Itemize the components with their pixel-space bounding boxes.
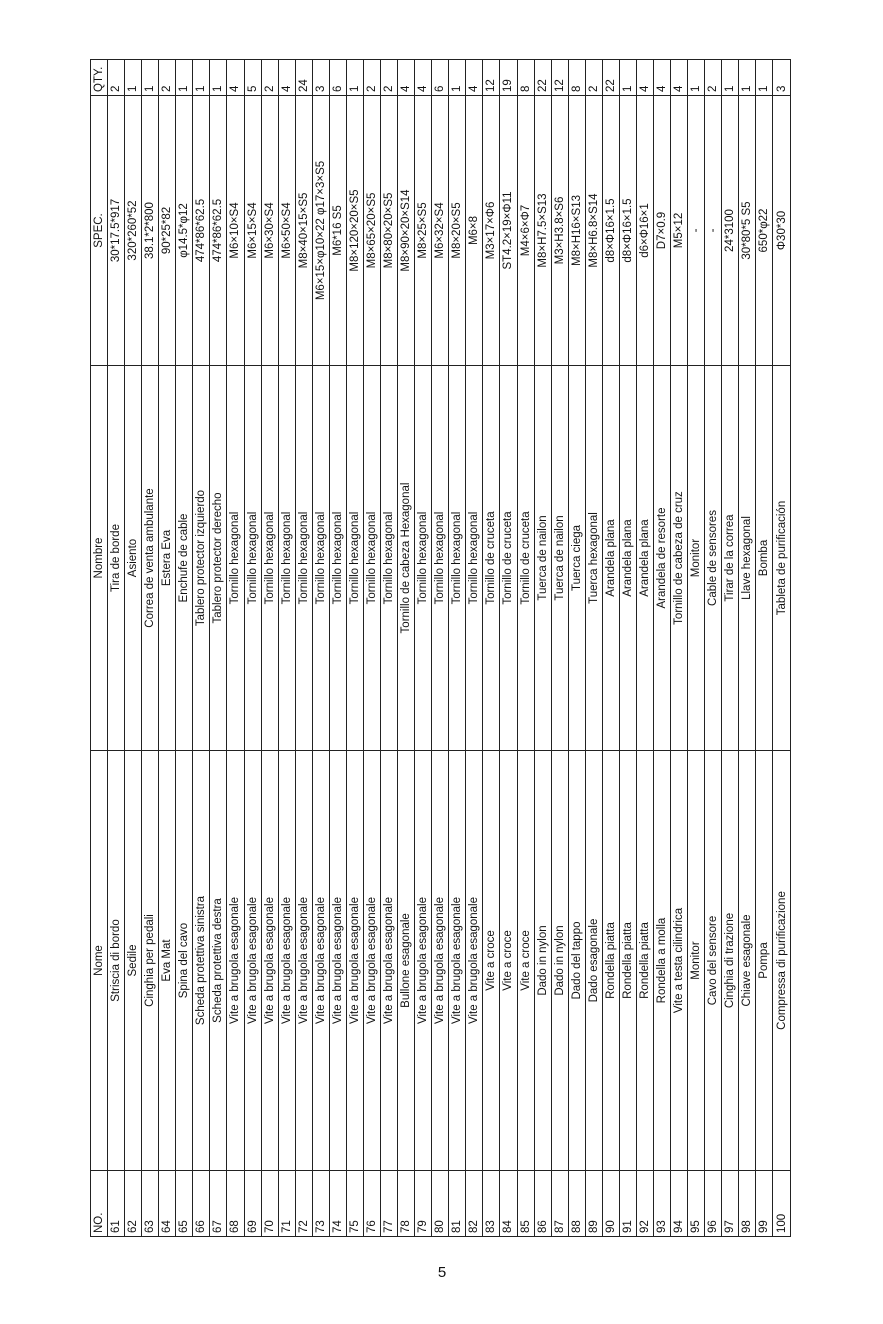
page-number: 5 [437, 1264, 447, 1281]
cell-no: 84 [500, 1171, 517, 1237]
header-name-es: Nombre [91, 366, 108, 751]
cell-spec: ST4.2×19×Φ11 [500, 96, 517, 366]
cell-qty: 1 [722, 60, 739, 96]
table-row [278, 60, 295, 1237]
cell-name-it: Dado in nylon [551, 751, 568, 1171]
cell-spec: Φ30*30 [773, 96, 791, 366]
cell-qty: 4 [227, 60, 244, 96]
parts-table [90, 59, 791, 1237]
cell-qty: 22 [602, 60, 619, 96]
cell-no: 75 [346, 1171, 363, 1237]
cell-no: 100 [773, 1171, 791, 1237]
cell-name-it: Vite a brugola esagonale [329, 751, 346, 1171]
cell-spec: d8×Φ16×1.5 [602, 96, 619, 366]
cell-spec: M6×32×S4 [432, 96, 449, 366]
cell-no: 81 [449, 1171, 466, 1237]
table-row [500, 60, 517, 1237]
cell-name-es: Tornillo de cabeza de cruz [671, 366, 688, 751]
cell-qty: 3 [312, 60, 329, 96]
cell-name-es: Tornillo de cabeza Hexagonal [398, 366, 415, 751]
cell-spec: 90*25*82 [159, 96, 176, 366]
cell-no: 93 [654, 1171, 671, 1237]
table-row [244, 60, 261, 1237]
cell-name-it: Rondella a molla [654, 751, 671, 1171]
table-row [517, 60, 534, 1237]
table-row [312, 60, 329, 1237]
table-row [551, 60, 568, 1237]
cell-name-it: Pompa [756, 751, 773, 1171]
cell-name-it: Spina del cavo [176, 751, 193, 1171]
cell-name-it: Sedile [125, 751, 142, 1171]
cell-spec: 30*17.5*917 [108, 96, 125, 366]
cell-name-it: Vite a brugola esagonale [363, 751, 380, 1171]
table-row [108, 60, 125, 1237]
cell-name-es: Bomba [756, 366, 773, 751]
cell-name-it: Vite a brugola esagonale [261, 751, 278, 1171]
cell-spec: 24*3100 [722, 96, 739, 366]
table-row [602, 60, 619, 1237]
cell-no: 95 [688, 1171, 705, 1237]
cell-spec: - [705, 96, 722, 366]
cell-spec: M8×H6.8×S14 [585, 96, 602, 366]
table-row [295, 60, 312, 1237]
cell-qty: 8 [517, 60, 534, 96]
cell-spec: M8×65×20×S5 [363, 96, 380, 366]
cell-no: 82 [466, 1171, 483, 1237]
cell-spec: M3×H3.8×S6 [551, 96, 568, 366]
table-row [739, 60, 756, 1237]
cell-name-it: Cinghia per pedali [142, 751, 159, 1171]
cell-name-es: Asiento [125, 366, 142, 751]
table-row [773, 60, 791, 1237]
cell-qty: 6 [432, 60, 449, 96]
cell-qty: 1 [619, 60, 636, 96]
cell-qty: 22 [534, 60, 551, 96]
cell-no: 79 [415, 1171, 432, 1237]
cell-name-it: Vite a brugola esagonale [278, 751, 295, 1171]
cell-spec: M3×17×Φ6 [483, 96, 500, 366]
table-row [483, 60, 500, 1237]
cell-qty: 1 [688, 60, 705, 96]
cell-name-it: Vite a croce [517, 751, 534, 1171]
cell-spec: φ14.5*φ12 [176, 96, 193, 366]
cell-qty: 1 [346, 60, 363, 96]
table-row [142, 60, 159, 1237]
cell-name-es: Tornillo de cruceta [483, 366, 500, 751]
table-row [432, 60, 449, 1237]
header-qty: QTY. [91, 60, 108, 96]
cell-name-es: Tornillo hexagonal [329, 366, 346, 751]
cell-no: 74 [329, 1171, 346, 1237]
cell-no: 76 [363, 1171, 380, 1237]
cell-name-it: Vite a brugola esagonale [227, 751, 244, 1171]
cell-no: 98 [739, 1171, 756, 1237]
cell-name-es: Tuerca de nailon [534, 366, 551, 751]
cell-name-es: Tablero protector izquierdo [193, 366, 210, 751]
cell-spec: M8×40×15×S5 [295, 96, 312, 366]
cell-qty: 4 [415, 60, 432, 96]
cell-spec: - [688, 96, 705, 366]
table-row [176, 60, 193, 1237]
cell-spec: M5×12 [671, 96, 688, 366]
cell-name-it: Compressa di purificazione [773, 751, 791, 1171]
cell-name-es: Arandela plana [619, 366, 636, 751]
cell-no: 87 [551, 1171, 568, 1237]
cell-qty: 1 [142, 60, 159, 96]
cell-spec: M8×20×S5 [449, 96, 466, 366]
cell-name-it: Vite a brugola esagonale [449, 751, 466, 1171]
cell-qty: 4 [278, 60, 295, 96]
table-row [125, 60, 142, 1237]
cell-name-es: Tirar de la correa [722, 366, 739, 751]
table-row [363, 60, 380, 1237]
cell-name-it: Cinghia di trazione [722, 751, 739, 1171]
table-row [210, 60, 227, 1237]
cell-spec: 320*260*52 [125, 96, 142, 366]
cell-name-it: Bullone esagonale [398, 751, 415, 1171]
cell-name-es: Tornillo hexagonal [261, 366, 278, 751]
cell-spec: M6×10×S4 [227, 96, 244, 366]
cell-no: 85 [517, 1171, 534, 1237]
cell-qty: 4 [398, 60, 415, 96]
cell-no: 78 [398, 1171, 415, 1237]
table-row [688, 60, 705, 1237]
cell-name-it: Rondella piatta [602, 751, 619, 1171]
cell-no: 86 [534, 1171, 551, 1237]
cell-spec: M8×H7.5×S13 [534, 96, 551, 366]
table-row [398, 60, 415, 1237]
cell-qty: 1 [176, 60, 193, 96]
cell-name-it: Vite a brugola esagonale [381, 751, 398, 1171]
cell-qty: 2 [381, 60, 398, 96]
cell-name-es: Enchufe de cable [176, 366, 193, 751]
cell-name-it: Vite a brugola esagonale [244, 751, 261, 1171]
cell-name-it: Cavo del sensore [705, 751, 722, 1171]
table-row [619, 60, 636, 1237]
cell-qty: 1 [193, 60, 210, 96]
cell-name-it: Vite a brugola esagonale [346, 751, 363, 1171]
cell-qty: 3 [773, 60, 791, 96]
cell-no: 96 [705, 1171, 722, 1237]
cell-name-es: Tornillo hexagonal [363, 366, 380, 751]
cell-name-es: Tornillo hexagonal [381, 366, 398, 751]
cell-name-it: Scheda protettiva destra [210, 751, 227, 1171]
table-row [381, 60, 398, 1237]
cell-name-es: Tornillo hexagonal [346, 366, 363, 751]
cell-name-es: Tornillo hexagonal [449, 366, 466, 751]
cell-name-es: Tornillo de cruceta [517, 366, 534, 751]
table-row [534, 60, 551, 1237]
table-row [671, 60, 688, 1237]
cell-name-it: Vite a brugola esagonale [415, 751, 432, 1171]
cell-no: 99 [756, 1171, 773, 1237]
cell-qty: 2 [108, 60, 125, 96]
cell-qty: 1 [125, 60, 142, 96]
cell-name-es: Tornillo hexagonal [432, 366, 449, 751]
cell-qty: 6 [329, 60, 346, 96]
table-row [585, 60, 602, 1237]
table-row [346, 60, 363, 1237]
cell-no: 71 [278, 1171, 295, 1237]
table-row [449, 60, 466, 1237]
cell-spec: M4×6×Φ7 [517, 96, 534, 366]
cell-no: 63 [142, 1171, 159, 1237]
cell-name-it: Vite a brugola esagonale [312, 751, 329, 1171]
table-header-row [91, 60, 108, 1237]
cell-name-es: Tornillo de cruceta [500, 366, 517, 751]
cell-name-it: Scheda protettiva sinistra [193, 751, 210, 1171]
cell-name-es: Estera Eva [159, 366, 176, 751]
cell-name-it: Eva Mat [159, 751, 176, 1171]
cell-name-it: Vite a brugola esagonale [432, 751, 449, 1171]
cell-name-es: Tablero protector derecho [210, 366, 227, 751]
cell-spec: 650*φ22 [756, 96, 773, 366]
cell-name-es: Monitor [688, 366, 705, 751]
cell-no: 77 [381, 1171, 398, 1237]
cell-qty: 4 [654, 60, 671, 96]
cell-qty: 8 [568, 60, 585, 96]
cell-no: 88 [568, 1171, 585, 1237]
cell-name-es: Tuerca ciega [568, 366, 585, 751]
table-row [756, 60, 773, 1237]
cell-spec: M6×8 [466, 96, 483, 366]
cell-qty: 2 [261, 60, 278, 96]
cell-qty: 12 [483, 60, 500, 96]
cell-no: 89 [585, 1171, 602, 1237]
table-row [193, 60, 210, 1237]
cell-no: 68 [227, 1171, 244, 1237]
cell-qty: 24 [295, 60, 312, 96]
cell-no: 65 [176, 1171, 193, 1237]
cell-spec: 474*86*62.5 [210, 96, 227, 366]
cell-name-es: Arandela de resorte [654, 366, 671, 751]
cell-name-it: Monitor [688, 751, 705, 1171]
cell-name-es: Llave hexagonal [739, 366, 756, 751]
cell-spec: M6×15×φ10×22 φ17×3×S5 [312, 96, 329, 366]
cell-name-it: Dado in nylon [534, 751, 551, 1171]
cell-name-it: Vite a testa cilindrica [671, 751, 688, 1171]
cell-qty: 2 [705, 60, 722, 96]
cell-spec: M6×30×S4 [261, 96, 278, 366]
cell-qty: 1 [756, 60, 773, 96]
cell-no: 64 [159, 1171, 176, 1237]
cell-name-es: Tornillo hexagonal [244, 366, 261, 751]
cell-spec: M6×50×S4 [278, 96, 295, 366]
cell-name-es: Tornillo hexagonal [295, 366, 312, 751]
cell-no: 70 [261, 1171, 278, 1237]
cell-no: 73 [312, 1171, 329, 1237]
cell-qty: 19 [500, 60, 517, 96]
table-row [159, 60, 176, 1237]
cell-no: 80 [432, 1171, 449, 1237]
cell-no: 62 [125, 1171, 142, 1237]
cell-name-es: Tornillo hexagonal [278, 366, 295, 751]
cell-spec: 474*86*62.5 [193, 96, 210, 366]
cell-spec: M8×120×20×S5 [346, 96, 363, 366]
cell-name-es: Correa de venta ambulante [142, 366, 159, 751]
cell-name-it: Striscia di bordo [108, 751, 125, 1171]
cell-name-it: Dado del tappo [568, 751, 585, 1171]
cell-no: 94 [671, 1171, 688, 1237]
cell-no: 90 [602, 1171, 619, 1237]
cell-name-es: Tuerca de nailon [551, 366, 568, 751]
cell-name-es: Tornillo hexagonal [312, 366, 329, 751]
cell-qty: 4 [466, 60, 483, 96]
cell-no: 72 [295, 1171, 312, 1237]
table-row [415, 60, 432, 1237]
cell-spec: M8×80×20×S5 [381, 96, 398, 366]
table-row [705, 60, 722, 1237]
cell-no: 97 [722, 1171, 739, 1237]
cell-spec: M8×25×S5 [415, 96, 432, 366]
table-row [261, 60, 278, 1237]
table-row [722, 60, 739, 1237]
cell-name-es: Tornillo hexagonal [466, 366, 483, 751]
cell-name-es: Tira de borde [108, 366, 125, 751]
cell-qty: 1 [449, 60, 466, 96]
table-row [329, 60, 346, 1237]
header-name-it: Nome [91, 751, 108, 1171]
cell-name-es: Tableta de purificación [773, 366, 791, 751]
cell-no: 91 [619, 1171, 636, 1237]
cell-name-es: Tornillo hexagonal [227, 366, 244, 751]
cell-qty: 2 [363, 60, 380, 96]
table-row [654, 60, 671, 1237]
cell-qty: 5 [244, 60, 261, 96]
cell-spec: 38.1*2*800 [142, 96, 159, 366]
table-row [636, 60, 653, 1237]
cell-spec: 30*80*5 S5 [739, 96, 756, 366]
cell-name-it: Vite a croce [483, 751, 500, 1171]
cell-spec: M8×90×20×S14 [398, 96, 415, 366]
cell-qty: 1 [739, 60, 756, 96]
cell-spec: M8×H16×S13 [568, 96, 585, 366]
cell-name-es: Cable de sensores [705, 366, 722, 751]
cell-qty: 2 [585, 60, 602, 96]
cell-name-it: Chiave esagonale [739, 751, 756, 1171]
cell-no: 92 [636, 1171, 653, 1237]
cell-name-it: Rondella piatta [619, 751, 636, 1171]
cell-spec: d8×Φ16×1.5 [619, 96, 636, 366]
cell-name-es: Tornillo hexagonal [415, 366, 432, 751]
cell-name-it: Vite a brugola esagonale [466, 751, 483, 1171]
cell-name-es: Arandela plana [636, 366, 653, 751]
cell-qty: 4 [636, 60, 653, 96]
cell-name-it: Vite a brugola esagonale [295, 751, 312, 1171]
header-no: NO. [91, 1171, 108, 1237]
cell-name-es: Arandela plana [602, 366, 619, 751]
cell-no: 83 [483, 1171, 500, 1237]
cell-no: 69 [244, 1171, 261, 1237]
cell-qty: 12 [551, 60, 568, 96]
table-row [227, 60, 244, 1237]
cell-spec: M6*16 S5 [329, 96, 346, 366]
cell-name-it: Rondella piatta [636, 751, 653, 1171]
cell-no: 61 [108, 1171, 125, 1237]
cell-name-it: Dado esagonale [585, 751, 602, 1171]
table-row [568, 60, 585, 1237]
table-row [466, 60, 483, 1237]
cell-qty: 1 [210, 60, 227, 96]
cell-no: 67 [210, 1171, 227, 1237]
cell-spec: d6×Φ16×1 [636, 96, 653, 366]
cell-spec: M6×15×S4 [244, 96, 261, 366]
parts-list-rotated [90, 60, 791, 1237]
cell-name-it: Vite a croce [500, 751, 517, 1171]
cell-name-es: Tuerca hexagonal [585, 366, 602, 751]
cell-qty: 4 [671, 60, 688, 96]
cell-no: 66 [193, 1171, 210, 1237]
cell-qty: 2 [159, 60, 176, 96]
cell-spec: D7×0.9 [654, 96, 671, 366]
header-spec: SPEC. [91, 96, 108, 366]
